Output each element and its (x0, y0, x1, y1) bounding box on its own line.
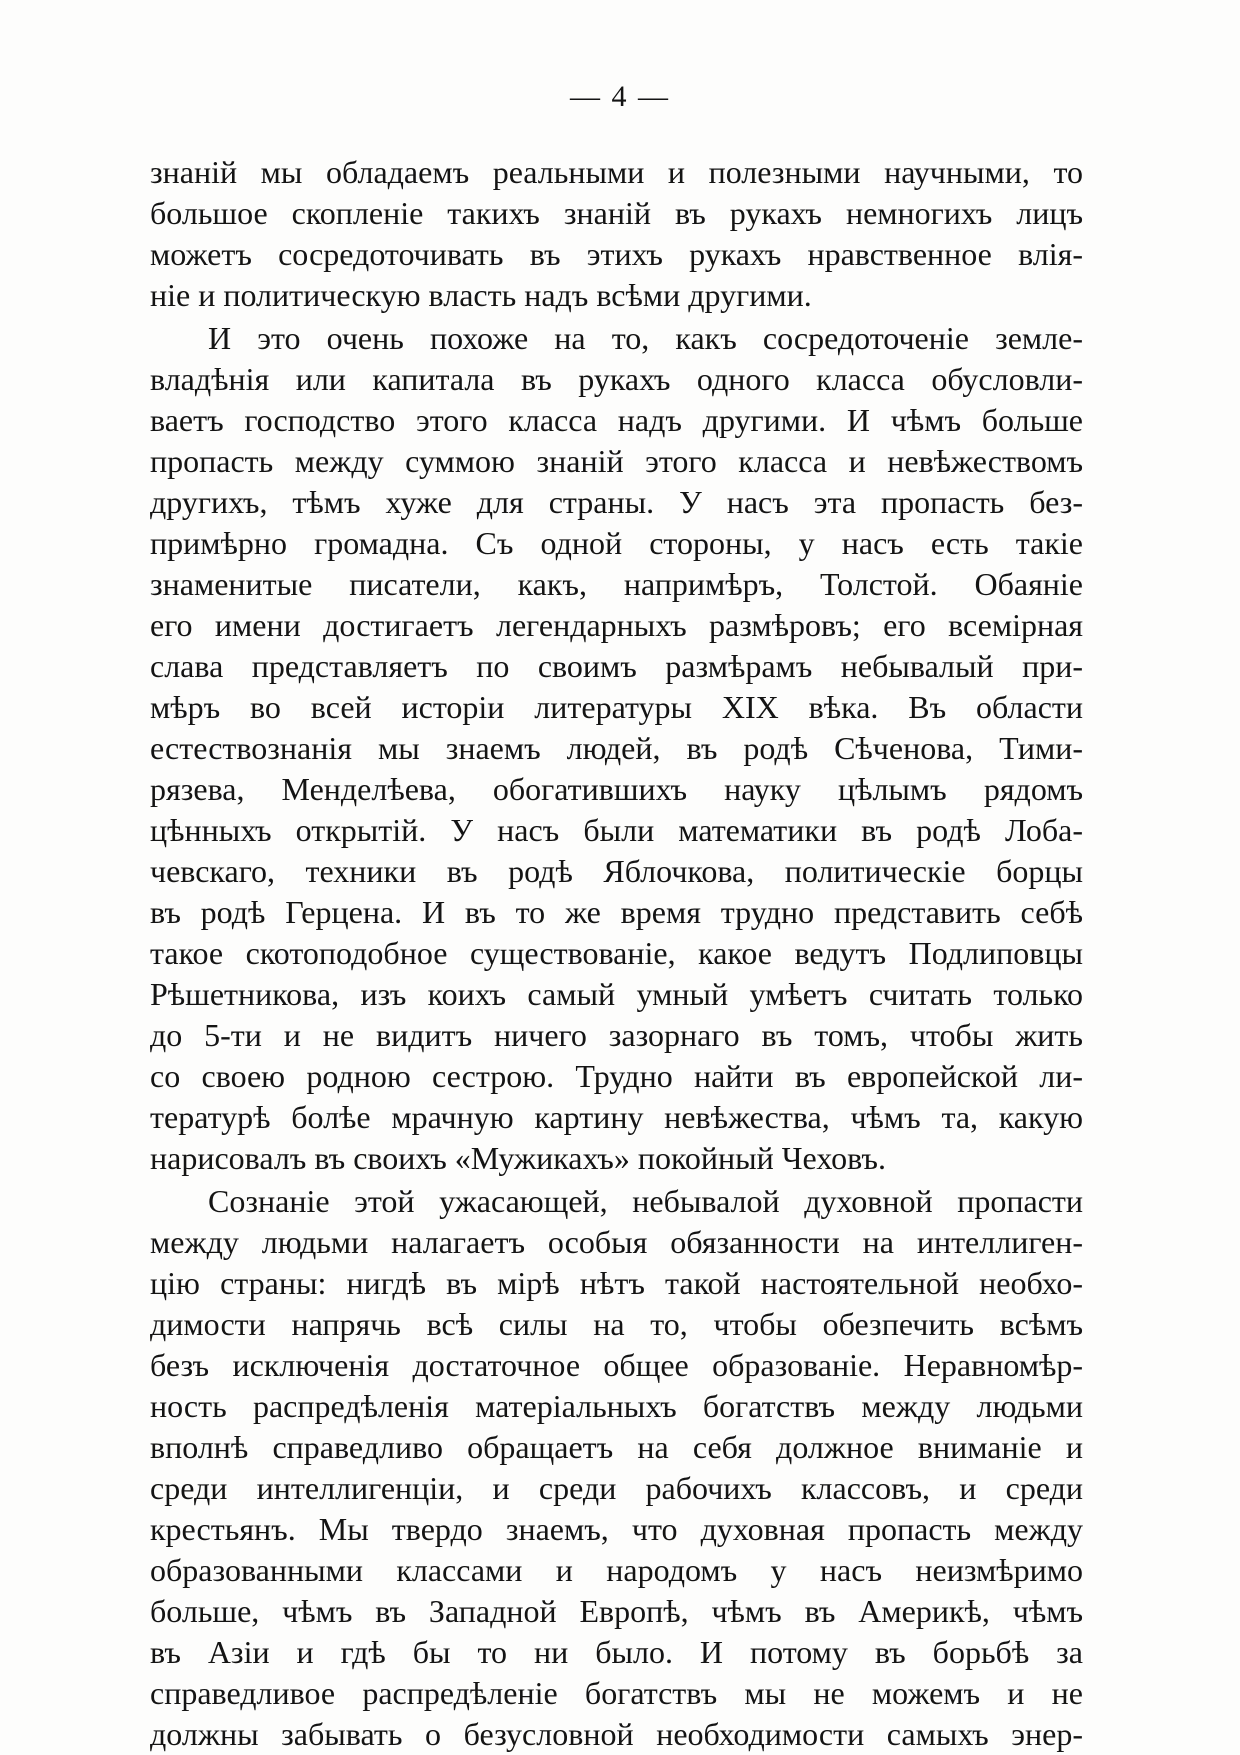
text-line: знаній мы обладаемъ реальными и полезными научными, то (150, 154, 1083, 190)
text-line: другихъ, тѣмъ хуже для страны. У насъ эта пропасть без- (150, 484, 1083, 520)
text-line: димости напрячь всѣ силы на то, чтобы обезпечить всѣмъ (150, 1306, 1083, 1342)
text-line: въ родѣ Герцена. И въ то же время трудно представить себѣ (150, 894, 1083, 930)
text-line: И это очень похоже на то, какъ сосредоточеніе земле- (208, 320, 1083, 356)
text-line: больше, чѣмъ въ Западной Европѣ, чѣмъ въ Америкѣ, чѣмъ (150, 1593, 1083, 1629)
text-line: справедливое распредѣленіе богатствъ мы не можемъ и не (150, 1675, 1083, 1711)
text-line: ваетъ господство этого класса надъ другими. И чѣмъ больше (150, 402, 1083, 438)
text-line: пропасть между суммою знаній этого класса и невѣжествомъ (150, 443, 1083, 479)
text-line: до 5-ти и не видитъ ничего зазорнаго въ томъ, чтобы жить (150, 1017, 1083, 1053)
text-line: Сознаніе этой ужасающей, небывалой духовной пропасти (208, 1183, 1083, 1219)
text-line: должны забывать о безусловной необходимости самыхъ энер- (150, 1716, 1083, 1752)
text-line: Рѣшетникова, изъ коихъ самый умный умѣетъ считать только (150, 976, 1083, 1012)
text-line: мѣръ во всей исторіи литературы XIX вѣка. Въ области (150, 689, 1083, 725)
text-line: вполнѣ справедливо обращаетъ на себя должное вниманіе и (150, 1429, 1083, 1465)
text-line: цію страны: нигдѣ въ мірѣ нѣтъ такой настоятельной необхо- (150, 1265, 1083, 1301)
text-line: чевскаго, техники въ родѣ Яблочкова, политическіе борцы (150, 853, 1083, 889)
text-line: большое скопленіе такихъ знаній въ рукахъ немногихъ лицъ (150, 195, 1083, 231)
text-line: можетъ сосредоточивать въ этихъ рукахъ нравственное влія- (150, 236, 1083, 272)
text-line: нарисовалъ въ своихъ «Мужикахъ» покойный Чеховъ. (150, 1140, 886, 1176)
text-line: со своею родною сестрою. Трудно найти въ европейской ли- (150, 1058, 1083, 1094)
text-line: крестьянъ. Мы твердо знаемъ, что духовная пропасть между (150, 1511, 1083, 1547)
text-line: цѣнныхъ открытій. У насъ были математики въ родѣ Лоба- (150, 812, 1083, 848)
paragraph-3 (150, 1181, 1083, 1755)
page-number: — 4 — (570, 80, 670, 113)
text-line: среди интеллигенціи, и среди рабочихъ классовъ, и среди (150, 1470, 1083, 1506)
text-line: владѣнія или капитала въ рукахъ одного класса обусловли- (150, 361, 1083, 397)
paragraph-2 (150, 318, 1083, 1179)
text-line: ніе и политическую власть надъ всѣми другими. (150, 277, 812, 313)
text-line: въ Азіи и гдѣ бы то ни было. И потому въ борьбѣ за (150, 1634, 1083, 1670)
text-line: ность распредѣленія матеріальныхъ богатствъ между людьми (150, 1388, 1083, 1424)
text-line: рязева, Менделѣева, обогатившихъ науку цѣлымъ рядомъ (150, 771, 1083, 807)
text-line: между людьми налагаетъ особыя обязанности на интеллиген- (150, 1224, 1083, 1260)
text-line: слава представляетъ по своимъ размѣрамъ небывалый при- (150, 648, 1083, 684)
text-line: тературѣ болѣе мрачную картину невѣжества, чѣмъ та, какую (150, 1099, 1083, 1135)
text-line: образованными классами и народомъ у насъ неизмѣримо (150, 1552, 1083, 1588)
paragraph-1 (150, 152, 1083, 316)
text-line: безъ исключенія достаточное общее образованіе. Неравномѣр- (150, 1347, 1083, 1383)
text-line: такое скотоподобное существованіе, какое ведутъ Подлиповцы (150, 935, 1083, 971)
body-text (150, 152, 1083, 1755)
text-line: знаменитые писатели, какъ, напримѣръ, Толстой. Обаяніе (150, 566, 1083, 602)
text-line: его имени достигаетъ легендарныхъ размѣровъ; его всемірная (150, 607, 1083, 643)
text-line: примѣрно громадна. Съ одной стороны, у насъ есть такіе (150, 525, 1083, 561)
text-line: естествознанія мы знаемъ людей, въ родѣ Сѣченова, Тими- (150, 730, 1083, 766)
